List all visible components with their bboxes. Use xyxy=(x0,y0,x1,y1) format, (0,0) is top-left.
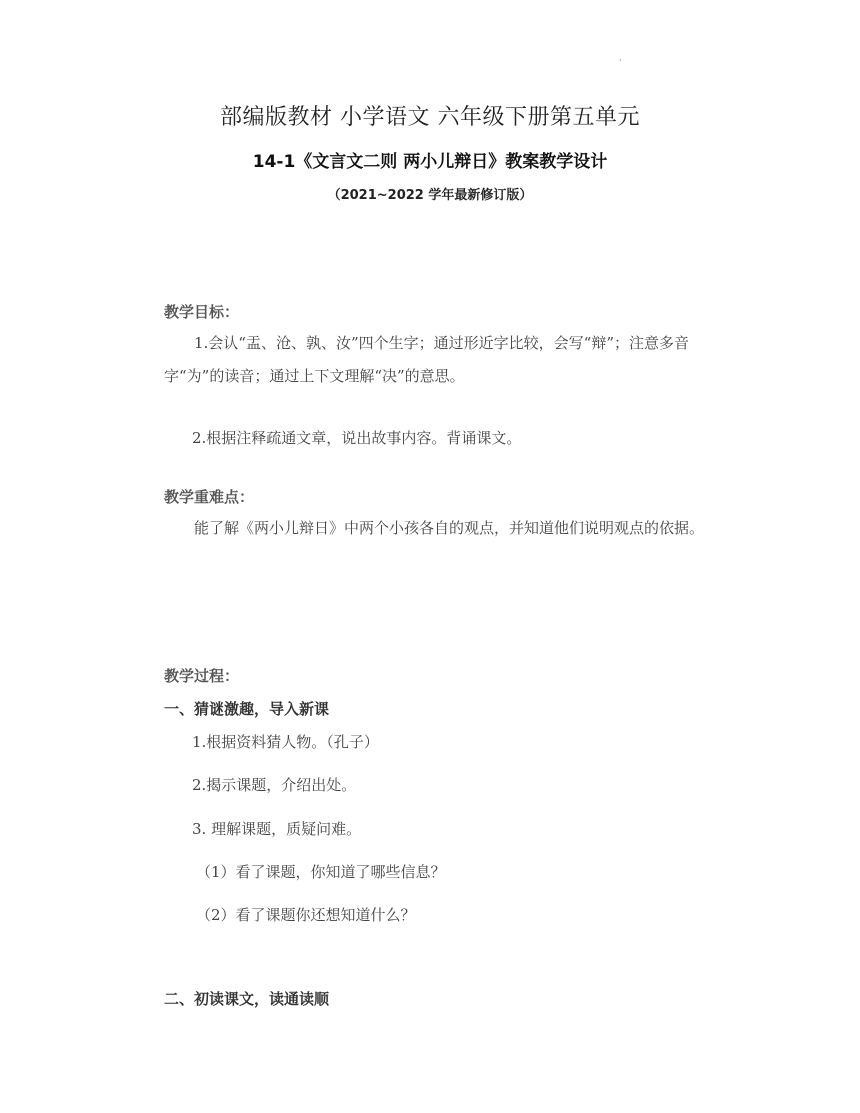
section-1-sub-1: （1）看了课题，你知道了哪些信息？ xyxy=(196,863,446,881)
objective-item-2: 2.根据注释疏通文章，说出故事内容。背诵课文。 xyxy=(192,429,522,447)
document-title: 部编版教材 小学语文 六年级下册第五单元 xyxy=(220,105,640,130)
process-heading: 教学过程： xyxy=(164,667,240,685)
key-points-heading: 教学重难点： xyxy=(164,488,255,506)
section-2-title: 二、初读课文，读通读顺 xyxy=(164,990,330,1008)
objective-item-1: 1.会认“盂、沧、孰、汝”四个生字；通过形近字比较，会写“辩”；注意多音字“为”的读音；通过上下文理解“决”的意思。 xyxy=(164,334,689,385)
section-1-item-1: 1.根据资料猜人物。（孔子） xyxy=(192,733,379,751)
section-1-title: 一、猜谜激趣，导入新课 xyxy=(164,700,330,718)
section-1-item-3: 3. 理解课题，质疑问难。 xyxy=(192,820,362,838)
edition-note: （2021~2022 学年最新修订版） xyxy=(327,188,533,203)
section-1-sub-2: （2）看了课题你还想知道什么？ xyxy=(196,906,416,924)
section-1-item-2: 2.揭示课题，介绍出处。 xyxy=(192,776,357,794)
header-dot: · xyxy=(619,56,622,65)
objectives-heading: 教学目标： xyxy=(164,303,240,321)
key-points-text: 能了解《两小儿辩日》中两个小孩各自的观点，并知道他们说明观点的依据。 xyxy=(194,519,705,537)
document-subtitle: 14-1《文言文二则 两小儿辩日》教案教学设计 xyxy=(252,152,608,172)
